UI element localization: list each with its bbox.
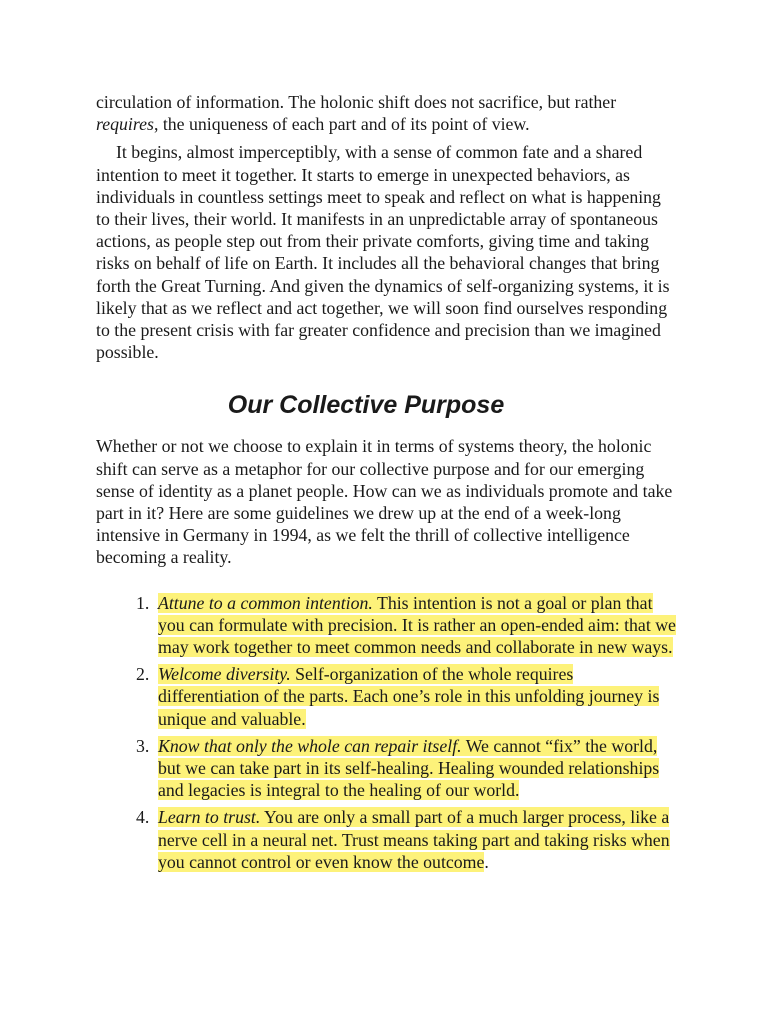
highlighted-text <box>158 736 659 800</box>
list-item-title: Welcome diversity. <box>158 664 291 685</box>
document-page <box>96 91 676 878</box>
list-item-title: Know that only the whole can repair itself. <box>158 735 462 756</box>
list-item-body: Self-organization of the whole requires differentiation of the parts. Each one’s role in this unfolding journey is unique and valuable. <box>158 664 660 729</box>
list-item-title: Learn to trust. <box>158 807 261 828</box>
highlighted-text <box>158 593 676 657</box>
list-item-title: Attune to a common intention. <box>158 592 373 613</box>
list-item <box>96 735 676 802</box>
paragraph-whether-or-not: Whether or not we choose to explain it in terms of systems theory, the holonic shift can serve as a metaphor for our collective purpose and for our emerging sense of identity as a planet people. How can we as individuals promote and take part in it? Here are some guidelines we drew up at the end of a week-long intensive in Germany in 1994, as we felt the thrill of collective intelligence becoming a reality. <box>96 436 673 568</box>
paragraph-it-begins: It begins, almost imperceptibly, with a sense of common fate and a shared intention to meet it together. It starts to emerge in unexpected behaviors, as individuals in countless settings meet to speak and reflect on what is happening to their lives, their world. It manifests in an unpredictable array of spontaneous actions, as people step out from their private comforts, giving time and taking risks on behalf of life on Earth. It includes all the behavioral changes that bring forth the Great Turning. And given the dynamics of self-organizing systems, it is likely that as we reflect and act together, we will soon find ourselves responding to the present crisis with far greater confidence and precision than we imagined possible. <box>96 142 670 363</box>
paragraph-text: circulation of information. The holonic shift does not sacrifice, but rather <box>96 92 617 112</box>
list-item-body: We cannot “fix” the world, but we can take part in its self-healing. Healing wounded relationships and legacies is integral to the healing of our world. <box>158 735 660 801</box>
list-item <box>96 806 676 873</box>
highlighted-text <box>158 807 670 871</box>
list-number: 3. <box>136 735 150 756</box>
list-item <box>96 592 676 659</box>
list-item <box>96 663 676 730</box>
list-item-body: This intention is not a goal or plan that you can formulate with precision. It is rather an open-ended aim: that we may work together to meet common needs and collaborate in new ways. <box>158 592 676 658</box>
highlighted-text <box>158 664 659 728</box>
paragraph-text: , the uniqueness of each part and of its point of view. <box>153 114 530 135</box>
list-number: 2. <box>136 664 150 685</box>
guidelines-list <box>96 592 676 873</box>
emphasis-requires: requires <box>96 114 154 135</box>
list-number: 1. <box>136 592 150 613</box>
list-item-tail: . <box>484 851 489 872</box>
section-heading: Our Collective Purpose <box>227 391 505 420</box>
list-number: 4. <box>136 807 150 828</box>
list-item-body: You are only a small part of a much larger process, like a nerve cell in a neural net. Trust means taking part and taking risks when you cannot control or even know the outcome <box>158 807 670 872</box>
paragraph-circulation <box>96 91 676 135</box>
